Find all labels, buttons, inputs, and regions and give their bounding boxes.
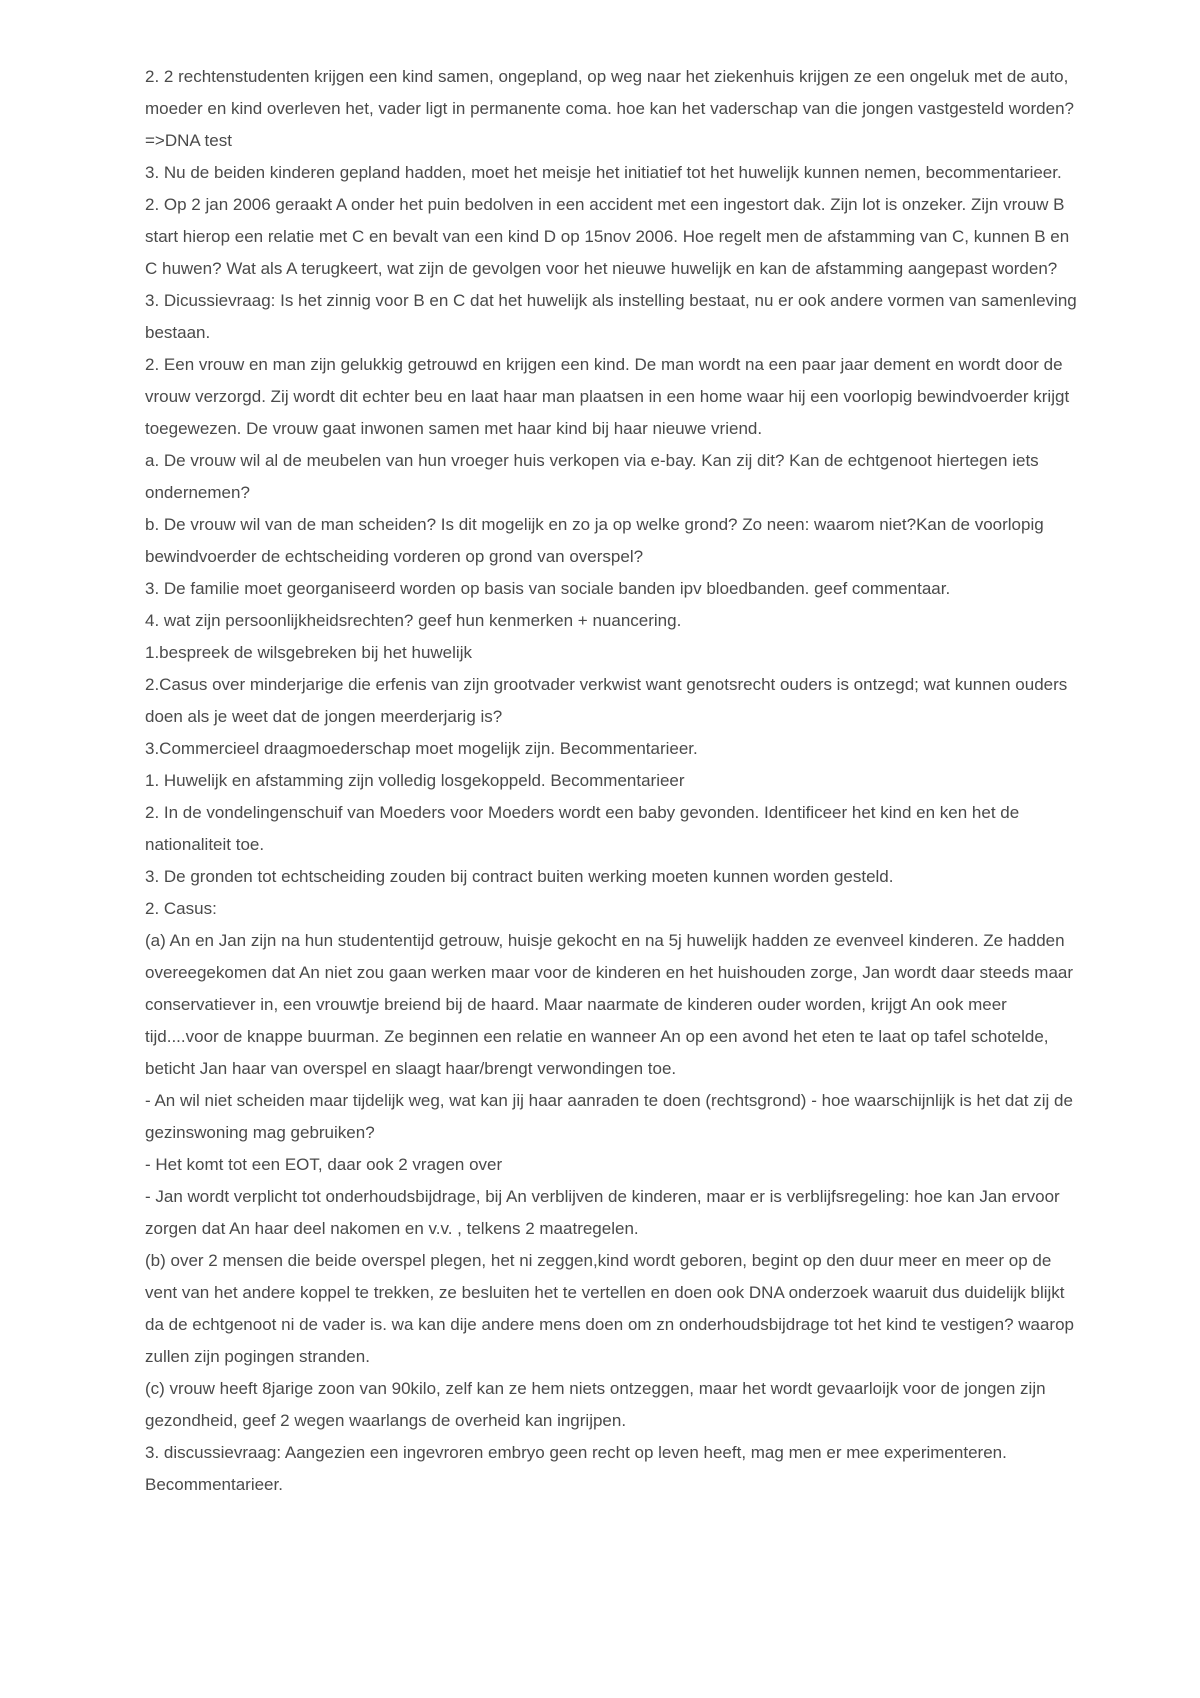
paragraph: 1.bespreek de wilsgebreken bij het huwelijk [145, 643, 472, 662]
paragraph: (b) over 2 mensen die beide overspel plegen, het ni zeggen,kind wordt geboren, begint op den duur meer en meer op de vent van het andere koppel te trekken, ze besluiten het te vertellen en doen ook DNA onderzoek waaruit dus duidelijk blijkt da de echtgenoot ni de vader is. wa kan dije andere mens doen om zn onderhoudsbijdrage tot het kind te vestigen? waarop zullen zijn pogingen stranden. [145, 1251, 1075, 1366]
paragraph: 3.Commercieel draagmoederschap moet mogelijk zijn. Becommentarieer. [145, 739, 698, 758]
paragraph: 3. De familie moet georganiseerd worden op basis van sociale banden ipv bloedbanden. geef commentaar. [145, 579, 951, 598]
paragraph: 2.Casus over minderjarige die erfenis van zijn grootvader verkwist want genotsrecht ouders is ontzegd; wat kunnen ouders doen als je weet dat de jongen meerderjarig is? [145, 675, 1068, 726]
paragraph: 2. 2 rechtenstudenten krijgen een kind samen, ongepland, op weg naar het ziekenhuis krijgen ze een ongeluk met de auto, moeder en kind overleven het, vader ligt in permanente coma. hoe kan het vaderschap van die jongen vastgesteld worden? [145, 67, 1074, 118]
paragraph: 2. In de vondelingenschuif van Moeders voor Moeders wordt een baby gevonden. Identificeer het kind en ken het de nationaliteit toe. [145, 803, 1020, 854]
paragraph: (a) An en Jan zijn na hun studententijd getrouw, huisje gekocht en na 5j huwelijk hadden ze evenveel kinderen. Ze hadden overeegekomen dat An niet zou gaan werken maar voor de kinderen en het huishouden zorge, Jan wordt daar steeds maar conservatiever in, een vrouwtje breiend bij de haard. Maar naarmate de kinderen ouder worden, krijgt An ook meer tijd....voor de knappe buurman. Ze beginnen een relatie en wanneer An op een avond het eten te laat op tafel schotelde, beticht Jan haar van overspel en slaagt haar/brengt verwondingen toe. [145, 931, 1074, 1078]
paragraph: 3. De gronden tot echtscheiding zouden bij contract buiten werking moeten kunnen worden gesteld. [145, 867, 894, 886]
paragraph: 2. Casus: [145, 899, 217, 918]
paragraph: b. De vrouw wil van de man scheiden? Is dit mogelijk en zo ja op welke grond? Zo neen: waarom niet?Kan de voorlopig bewindvoerder de echtscheiding vorderen op grond van overspel? [145, 515, 1044, 566]
paragraph: (c) vrouw heeft 8jarige zoon van 90kilo, zelf kan ze hem niets ontzeggen, maar het wordt gevaarloijk voor de jongen zijn gezondheid, geef 2 wegen waarlangs de overheid kan ingrijpen. [145, 1379, 1046, 1430]
document-body [145, 61, 1080, 1501]
paragraph: 1. Huwelijk en afstamming zijn volledig losgekoppeld. Becommentarieer [145, 771, 685, 790]
paragraph: a. De vrouw wil al de meubelen van hun vroeger huis verkopen via e-bay. Kan zij dit? Kan de echtgenoot hiertegen iets ondernemen? [145, 451, 1039, 502]
paragraph: - An wil niet scheiden maar tijdelijk weg, wat kan jij haar aanraden te doen (rechtsgrond) - hoe waarschijnlijk is het dat zij de gezinswoning mag gebruiken? [145, 1091, 1073, 1142]
paragraph: 3. Nu de beiden kinderen gepland hadden, moet het meisje het initiatief tot het huwelijk kunnen nemen, becommentarieer. [145, 163, 1062, 182]
paragraph: 3. discussievraag: Aangezien een ingevroren embryo geen recht op leven heeft, mag men er mee experimenteren. Becommentarieer. [145, 1443, 1007, 1494]
paragraph: 2. Op 2 jan 2006 geraakt A onder het puin bedolven in een accident met een ingestort dak. Zijn lot is onzeker. Zijn vrouw B start hierop een relatie met C en bevalt van een kind D op 15nov 2006. Hoe regelt men de afstamming van C, kunnen B en C huwen? Wat als A terugkeert, wat zijn de gevolgen voor het nieuwe huwelijk en kan de afstamming aangepast worden? [145, 195, 1070, 278]
paragraph: - Het komt tot een EOT, daar ook 2 vragen over [145, 1155, 503, 1174]
paragraph: 3. Dicussievraag: Is het zinnig voor B en C dat het huwelijk als instelling bestaat, nu er ook andere vormen van samenleving bestaan. [145, 291, 1077, 342]
paragraph: 2. Een vrouw en man zijn gelukkig getrouwd en krijgen een kind. De man wordt na een paar jaar dement en wordt door de vrouw verzorgd. Zij wordt dit echter beu en laat haar man plaatsen in een home waar hij een voorlopig bewindvoerder krijgt toegewezen. De vrouw gaat inwonen samen met haar kind bij haar nieuwe vriend. [145, 355, 1070, 438]
paragraph: 4. wat zijn persoonlijkheidsrechten? geef hun kenmerken + nuancering. [145, 611, 682, 630]
paragraph: - Jan wordt verplicht tot onderhoudsbijdrage, bij An verblijven de kinderen, maar er is verblijfsregeling: hoe kan Jan ervoor zorgen dat An haar deel nakomen en v.v. , telkens 2 maatregelen. [145, 1187, 1060, 1238]
paragraph: =>DNA test [145, 131, 232, 150]
